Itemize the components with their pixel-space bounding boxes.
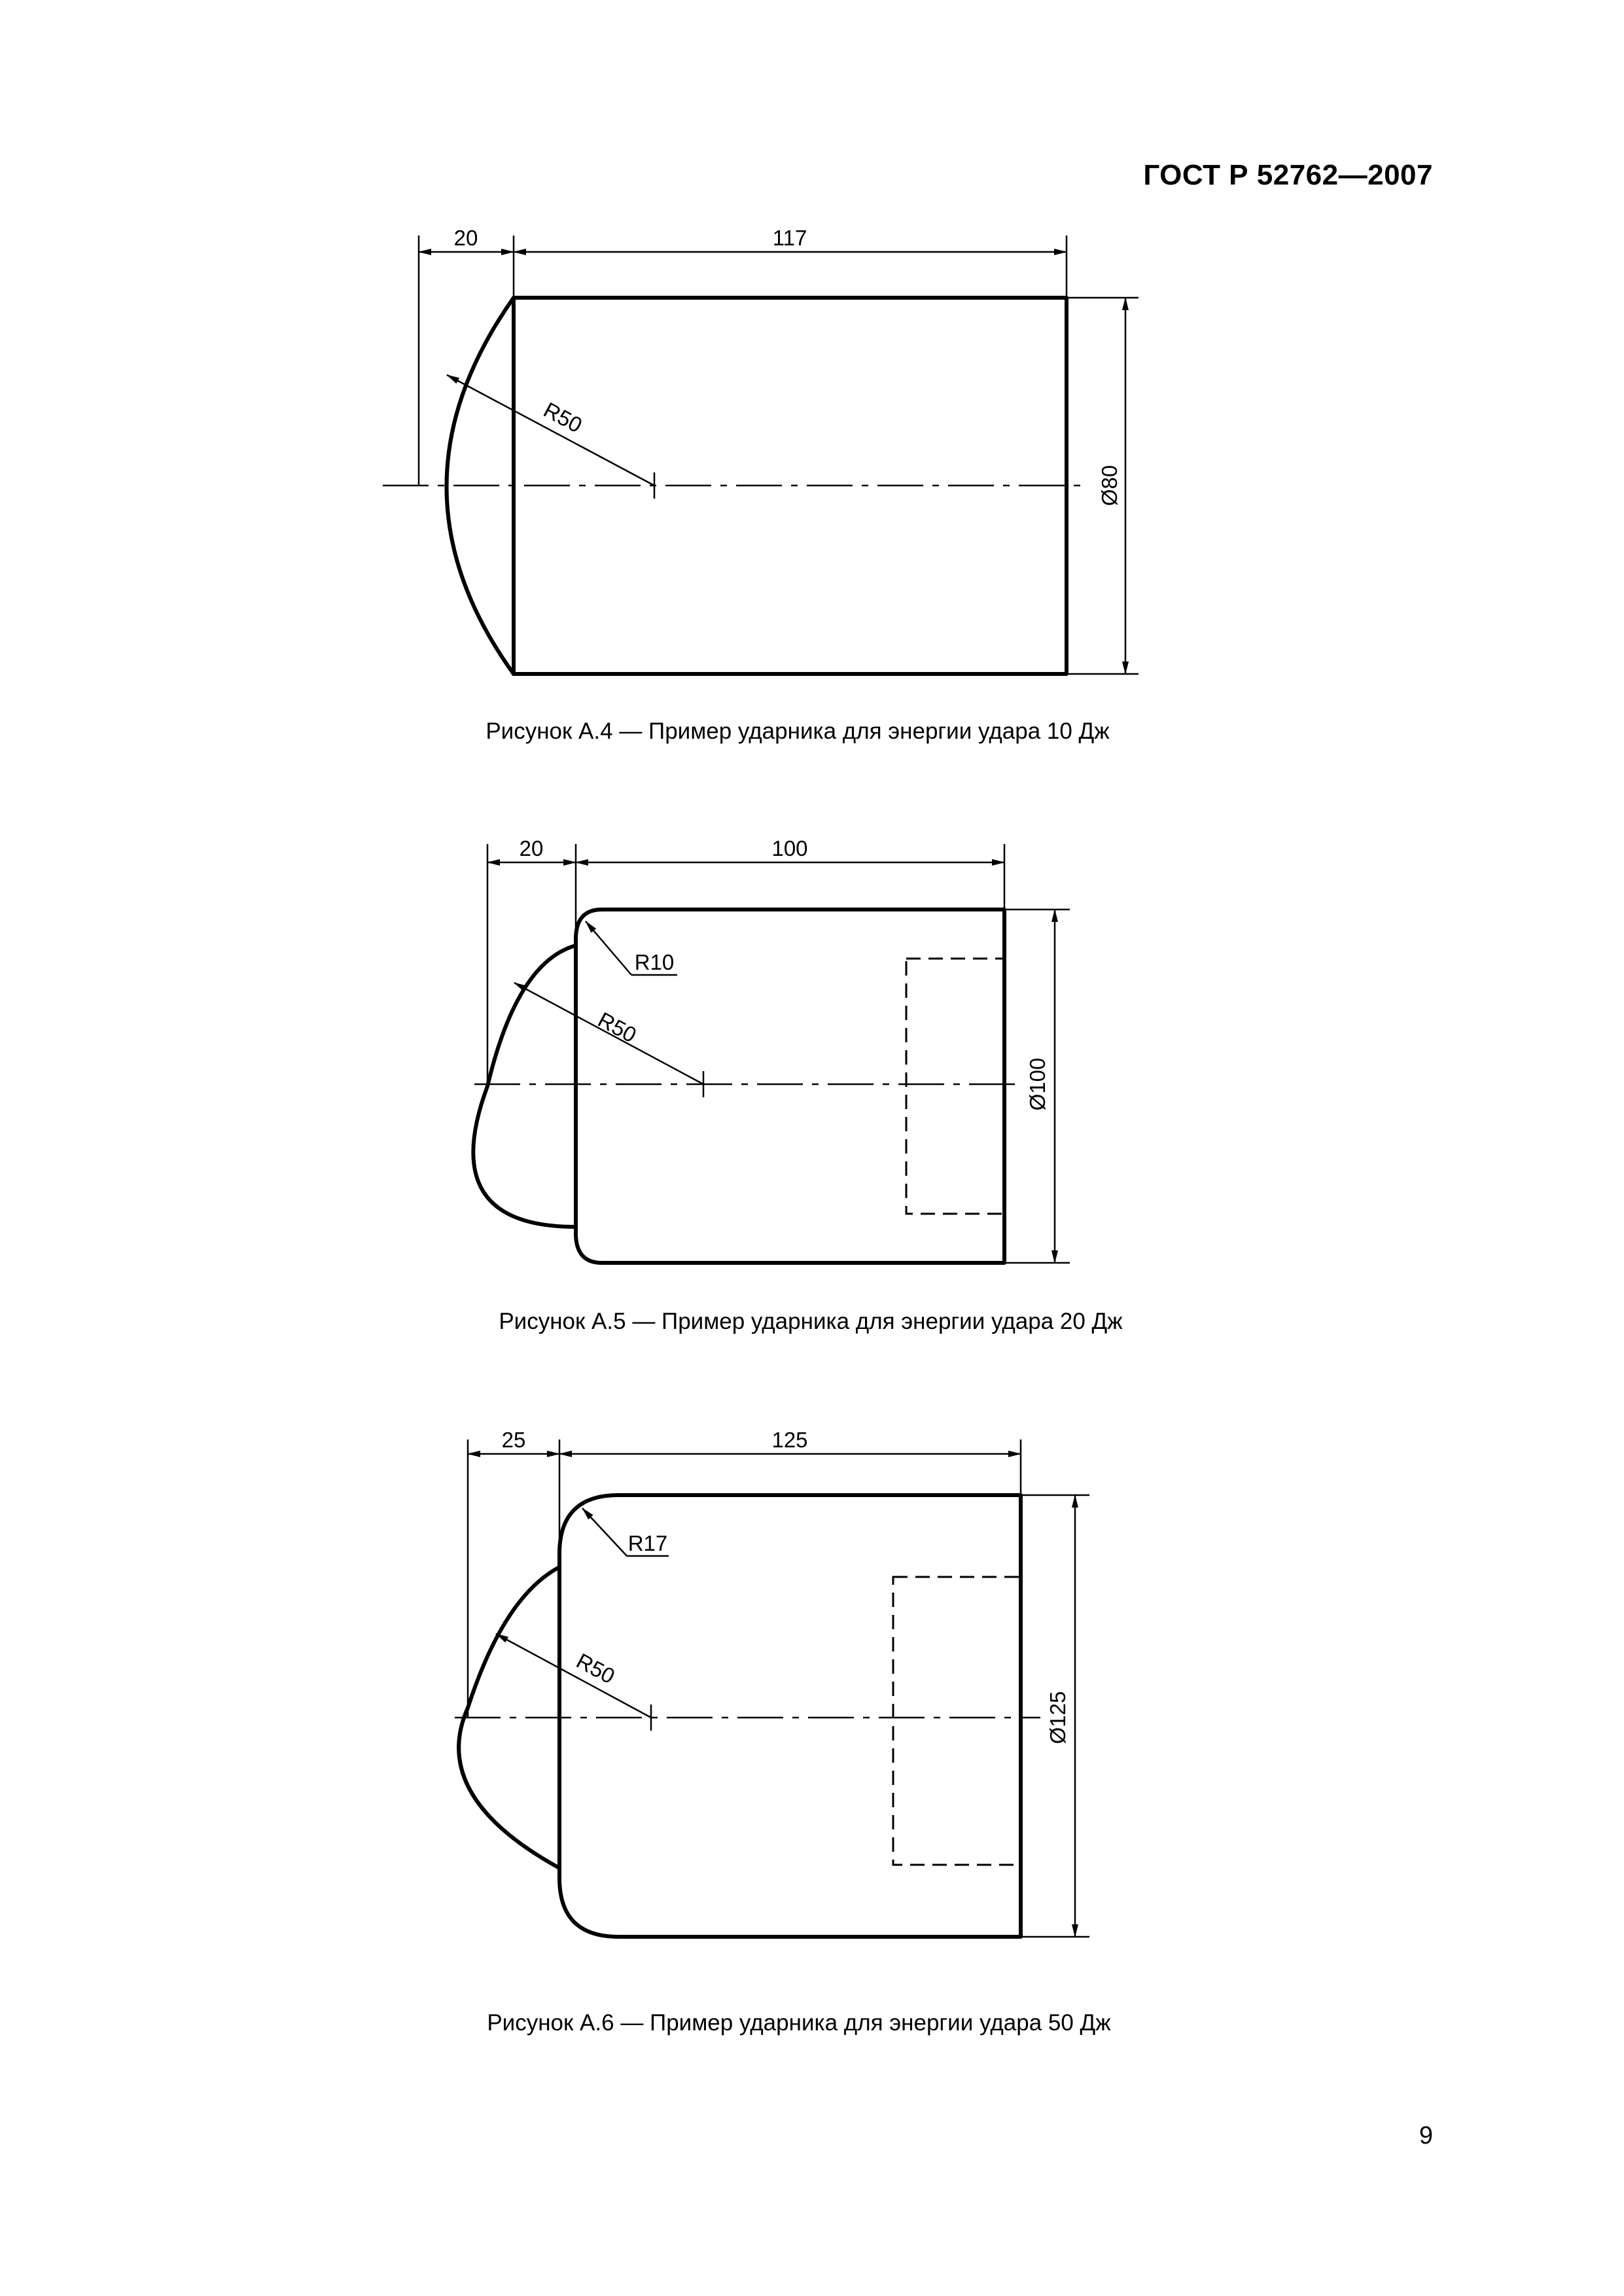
dim-sphere-radius: R50 [593,1007,641,1048]
dim-fillet-radius: R10 [634,950,675,974]
hidden-bore-outline [893,1577,1021,1865]
figure-a4-drawing [383,226,1139,674]
striker-outline [459,1495,1021,1937]
dim-sphere-radius: R50 [539,397,586,438]
dim-diameter: Ø80 [1097,465,1121,506]
dim-body-length: 125 [771,1428,808,1452]
dim-body-length: 117 [772,226,807,250]
fillet-leader [586,921,631,975]
dim-head-length: 20 [453,226,478,250]
dim-diameter: Ø125 [1046,1691,1070,1744]
dim-fillet-radius: R17 [627,1531,668,1555]
dim-sphere-radius: R50 [572,1648,619,1689]
dim-head-length: 20 [519,836,544,860]
dim-diameter: Ø100 [1025,1057,1050,1111]
striker-outline [473,910,1004,1263]
dim-body-length: 100 [771,836,808,860]
radius-leader [496,1634,651,1718]
dim-head-length: 25 [501,1428,526,1452]
figure-caption-a5: Рисунок А.5 — Пример ударника для энергии удара 20 Дж [499,1309,1123,1334]
figure-caption-a6: Рисунок А.6 — Пример ударника для энергии удара 50 Дж [487,2010,1111,2036]
figure-caption-a4: Рисунок А.4 — Пример ударника для энергии удара 10 Дж [485,718,1110,744]
hidden-bore-outline [906,959,1004,1214]
document-header: ГОСТ Р 52762—2007 [1143,159,1433,191]
figure-a6-drawing [455,1428,1089,1937]
fillet-leader [582,1508,627,1556]
figure-a5-drawing [473,836,1070,1263]
page-number: 9 [1419,2122,1433,2149]
radius-leader [447,375,654,486]
